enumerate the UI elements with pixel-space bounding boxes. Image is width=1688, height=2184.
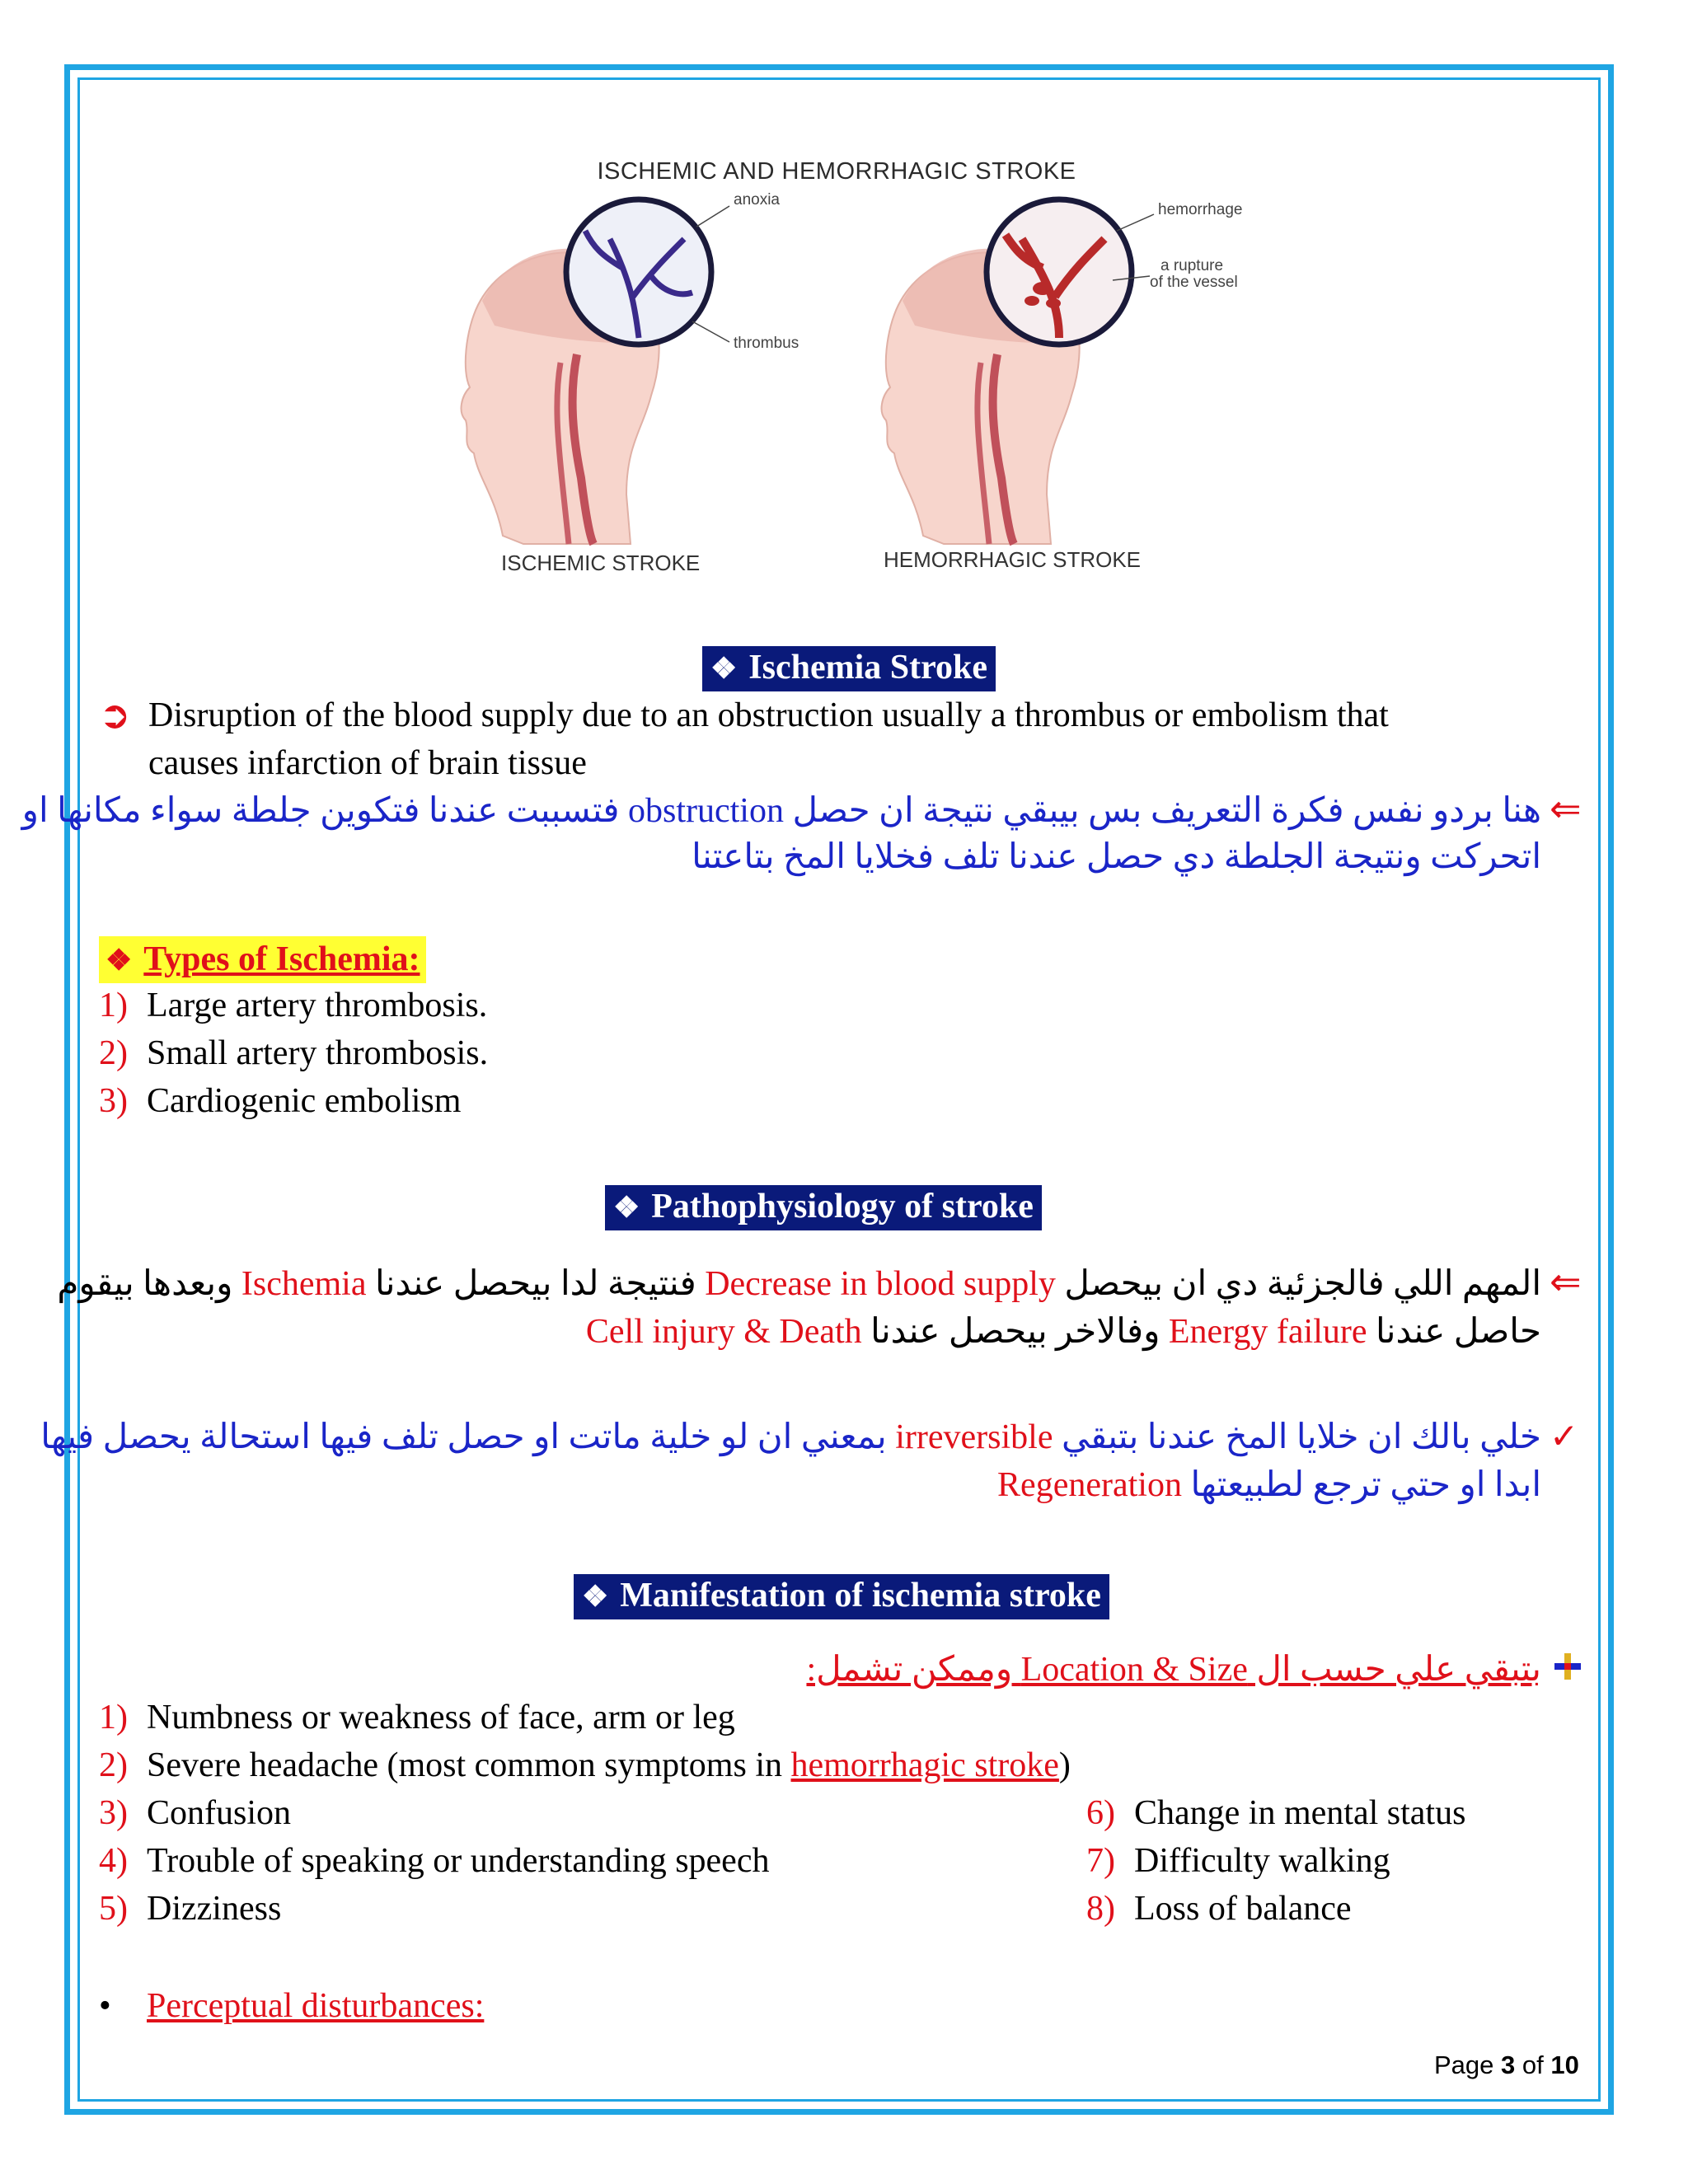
- diamond-cluster-icon: ❖: [106, 944, 133, 977]
- label-hemorrhage: hemorrhage: [1158, 201, 1243, 218]
- manifest-item-5: 5) Dizziness: [99, 1890, 282, 1928]
- manifest-item-6: 6) Change in mental status: [1086, 1794, 1466, 1832]
- double-arrow-left-icon: ⇐: [1550, 1259, 1582, 1304]
- bullet-dot-icon: •: [99, 1987, 111, 2025]
- page-number: Page 3 of 10: [1434, 2050, 1579, 2079]
- patho-line2: حاصل عندنا Energy failure وفالاخر بيحصل عندنا Cell injury & Death: [585, 1313, 1541, 1351]
- diamond-cluster-icon: ❖: [582, 1580, 609, 1613]
- heading-manifestation: ❖ Manifestation of ischemia stroke: [574, 1574, 1109, 1619]
- figure-title: ISCHEMIC AND HEMORRHAGIC STROKE: [597, 158, 1076, 185]
- circled-arrow-icon: ➲: [99, 692, 131, 737]
- heading-types-of-ischemia: ❖ Types of Ischemia:: [99, 936, 426, 983]
- manifest-item-7: 7) Difficulty walking: [1086, 1842, 1390, 1880]
- manifest-item-1: 1) Numbness or weakness of face, arm or leg: [99, 1699, 735, 1736]
- type-item-1: 1) Large artery thrombosis.: [99, 987, 488, 1024]
- diamond-cluster-icon: ❖: [710, 652, 738, 685]
- stroke-figure: [445, 148, 1253, 593]
- label-anoxia: anoxia: [734, 191, 780, 209]
- heading-pathophysiology: ❖ Pathophysiology of stroke: [605, 1185, 1042, 1230]
- caption-hemorrhagic: HEMORRHAGIC STROKE: [884, 547, 1142, 572]
- ischemia-arabic-line2: اتحركت ونتيجة الجلطة دي حصل عندنا تلف فخلايا المخ بتاعتنا: [692, 838, 1541, 876]
- manifest-intro: بتبقي علي حسب ال Location & Size وممكن تشمل:: [806, 1651, 1541, 1689]
- double-arrow-left-icon: ⇐: [1550, 786, 1582, 831]
- ischemic-head-illustration: [462, 191, 799, 544]
- type-item-2: 2) Small artery thrombosis.: [99, 1034, 489, 1072]
- type-item-3: 3) Cardiogenic embolism: [99, 1082, 462, 1120]
- ischemia-definition-line1: Disruption of the blood supply due to an obstruction usually a thrombus or embolism that: [148, 696, 1389, 734]
- manifest-item-2: 2) Severe headache (most common symptoms in hemorrhagic stroke): [99, 1746, 1071, 1784]
- manifest-item-4: 4) Trouble of speaking or understanding speech: [99, 1842, 770, 1880]
- manifest-item-8: 8) Loss of balance: [1086, 1890, 1352, 1928]
- hemorrhagic-head-illustration: [882, 199, 1243, 544]
- patho-line1: المهم اللي فالجزئية دي ان بيحصل Decrease in blood supply فنتيجة لدا بيحصل عندنا Ischemia وبعدها بيقوم: [57, 1265, 1541, 1303]
- check-icon: ✓: [1550, 1416, 1579, 1456]
- perceptual-bullet: • Perceptual disturbances:: [99, 1983, 484, 2029]
- stroke-illustration: [445, 148, 1253, 593]
- heading-ischemia-stroke: ❖ Ischemia Stroke: [702, 646, 996, 691]
- manifest-item-3: 3) Confusion: [99, 1794, 292, 1832]
- diamond-cluster-icon: ❖: [613, 1191, 640, 1224]
- caption-ischemic: ISCHEMIC STROKE: [501, 551, 701, 575]
- label-rupture-1: a rupture: [1160, 257, 1224, 274]
- ischemia-definition-line2: causes infarction of brain tissue: [148, 744, 587, 782]
- ischemia-arabic-line1: هنا بردو نفس فكرة التعريف بس بيبقي نتيجة ان حصل obstruction فتسببت عندنا فتكوين جلطة سواء مكانها او: [21, 792, 1541, 830]
- patho-note-line2: Regeneration ابدا او حتي ترجع لطبيعتها: [997, 1466, 1541, 1504]
- label-thrombus: thrombus: [734, 335, 799, 352]
- label-rupture-2: of the vessel: [1150, 274, 1238, 291]
- patho-note-line1: خلي بالك ان خلايا المخ عندنا بتبقي irreversible بمعني ان لو خلية ماتت او حصل تلف فيها استحالة يحصل فيها: [40, 1418, 1541, 1456]
- cross-bullet-icon: [1553, 1652, 1582, 1681]
